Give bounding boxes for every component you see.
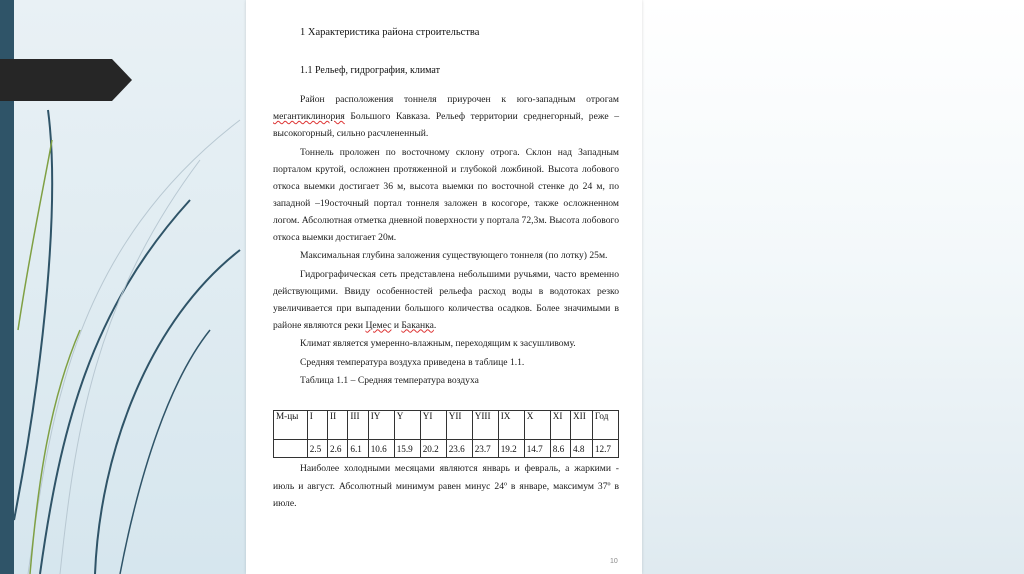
body-text	[273, 91, 619, 391]
table-cell: 6.1	[348, 440, 368, 458]
table-cell: 10.6	[368, 440, 394, 458]
curve-6	[60, 160, 200, 574]
paragraph: Наиболее холодными месяцами являются январь и февраль, а жаркими - июль и август. Абсолютный минимум равен минус 24º в январе, максимум 37º в июле.	[273, 463, 619, 509]
table-cell: 20.2	[420, 440, 446, 458]
table-cell: 2.5	[307, 440, 327, 458]
paragraph: Средняя температура воздуха приведена в таблице 1.1.	[300, 356, 525, 368]
table-cell: 2.6	[328, 440, 348, 458]
table-cell: 12.7	[592, 440, 618, 458]
table-cell: 23.6	[446, 440, 472, 458]
paragraph: Район расположения тоннеля приурочен к юго-западным отрогам мегантиклинория Большого Кавказа. Рельеф территории среднегорный, реже – высокогорный, сильно расчлененный.	[273, 94, 619, 139]
paragraph: Максимальная глубина заложения существующего тоннеля (по лотку) 25м.	[300, 250, 608, 261]
table-cell: YII	[446, 411, 472, 440]
table-cell: Y	[394, 411, 420, 440]
table-cell: 14.7	[524, 440, 550, 458]
curve-5	[28, 120, 240, 574]
table-cell: XI	[550, 411, 570, 440]
right-background-panel	[642, 0, 1024, 574]
table-cell: I	[307, 411, 327, 440]
table-cell: 15.9	[394, 440, 420, 458]
table-cell: М-цы	[274, 411, 308, 440]
document-page	[246, 0, 642, 574]
table-cell: 19.2	[498, 440, 524, 458]
table-cell: 4.8	[571, 440, 593, 458]
arrow-shape	[0, 59, 132, 101]
table-cell: 8.6	[550, 440, 570, 458]
table-cell: Год	[592, 411, 618, 440]
curve-3	[95, 250, 240, 574]
table-values-row	[274, 440, 619, 458]
table-cell: X	[524, 411, 550, 440]
table-header-row	[274, 411, 619, 440]
paragraph: Тоннель проложен по восточному склону отрога. Склон над Западным порталом крутой, осложнен протяженной и глубокой ложбиной. Высота лобового откоса выемки достигает 36 м, высота выемки по восточной стенке до 24 м, по западной –19осточный портал тоннеля заложен в косогоре, также осложненном логом. Абсолютная отметка дневной поверхности у портала 72,3м. Высота лобового откоса выемки достигает 20м.	[273, 146, 619, 243]
table-cell: IX	[498, 411, 524, 440]
table-cell: YI	[420, 411, 446, 440]
closing-text	[273, 460, 619, 513]
paragraph: Гидрографическая сеть представлена небольшими ручьями, часто временно действующими. Ввиду особенностей рельефа расход воды в водотоках резко увеличивается при выпадении большого количества осадков. Более значимыми в районе являются реки Цемес и Баканка.	[273, 268, 619, 331]
table-cell: IY	[368, 411, 394, 440]
table-cell: YIII	[472, 411, 498, 440]
page-title: 1 Характеристика района строительства	[300, 27, 480, 38]
table-cell: II	[328, 411, 348, 440]
table-cell: XII	[571, 411, 593, 440]
paragraph: Климат является умеренно-влажным, переходящим к засушливому.	[300, 338, 576, 349]
page-number: 10	[610, 558, 618, 565]
table-cell: 23.7	[472, 440, 498, 458]
temperature-table	[273, 410, 619, 458]
table-cell: III	[348, 411, 368, 440]
curve-8	[30, 330, 80, 574]
table-cell	[274, 440, 308, 458]
section-subtitle: 1.1 Рельеф, гидрография, климат	[300, 65, 440, 76]
curve-4	[120, 330, 210, 574]
table-caption: Таблица 1.1 – Средняя температура воздуха	[300, 375, 479, 386]
